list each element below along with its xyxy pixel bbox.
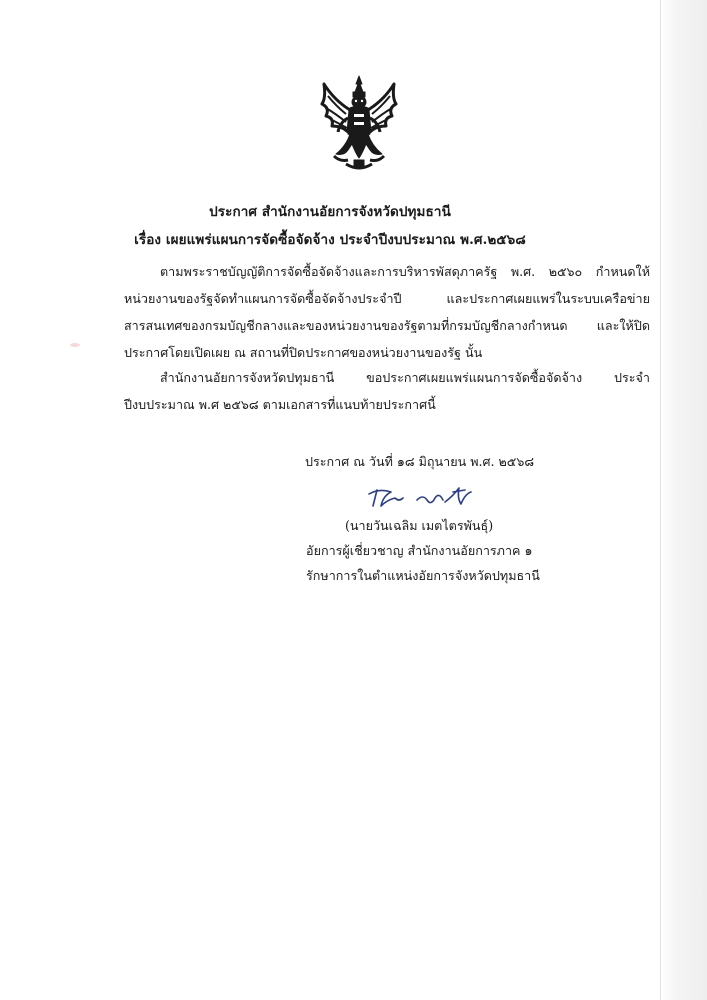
- signatory-name: (นายวันเฉลิม เมตไตรพันธุ์): [345, 518, 494, 533]
- signatory-acting-position: รักษาการในตำแหน่งอัยการจังหวัดปทุมธานี: [306, 568, 540, 583]
- announcement-subject: เรื่อง เผยแพร่แผนการจัดซื้อจัดจ้าง ประจำปีงบประมาณ พ.ศ.๒๕๖๘: [134, 232, 526, 248]
- signatory-position: อัยการผู้เชี่ยวชาญ สำนักงานอัยการภาค ๑: [306, 543, 533, 558]
- page-edge-shadow: [659, 0, 707, 1000]
- body-paragraph-2: สำนักงานอัยการจังหวัดปทุมธานี ขอประกาศเผยแพร่แผนการจัดซื้อจัดจ้าง ประจำปีงบประมาณ พ.ศ ๒๕๖๘ ตามเอกสารที่แนบท้ายประกาศนี้: [124, 370, 650, 412]
- ink-smudge: [70, 343, 80, 347]
- handwritten-signature: [365, 484, 475, 512]
- page-edge-line: [660, 0, 661, 1000]
- announcement-title: ประกาศ สำนักงานอัยการจังหวัดปทุมธานี: [209, 204, 451, 220]
- announcement-date: ประกาศ ณ วันที่ ๑๘ มิถุนายน พ.ศ. ๒๕๖๘: [305, 454, 535, 469]
- body-paragraph-1: ตามพระราชบัญญัติการจัดซื้อจัดจ้างและการบริหารพัสดุภาครัฐ พ.ศ. ๒๕๖๐ กำหนดให้หน่วยงานของรัฐจัดทำแผนการจัดซื้อจัดจ้างประจำปี และประกาศเผยแพร่ในระบบเครือข่ายสารสนเทศของกรมบัญชีกลางและของหน่วยงานของรัฐตามที่กรมบัญชีกลางกำหนด และให้ปิดประกาศโดยเปิดเผย ณ สถานที่ปิดประกาศของหน่วยงานของรัฐ นั้น: [124, 264, 650, 360]
- garuda-emblem-icon: [318, 74, 400, 174]
